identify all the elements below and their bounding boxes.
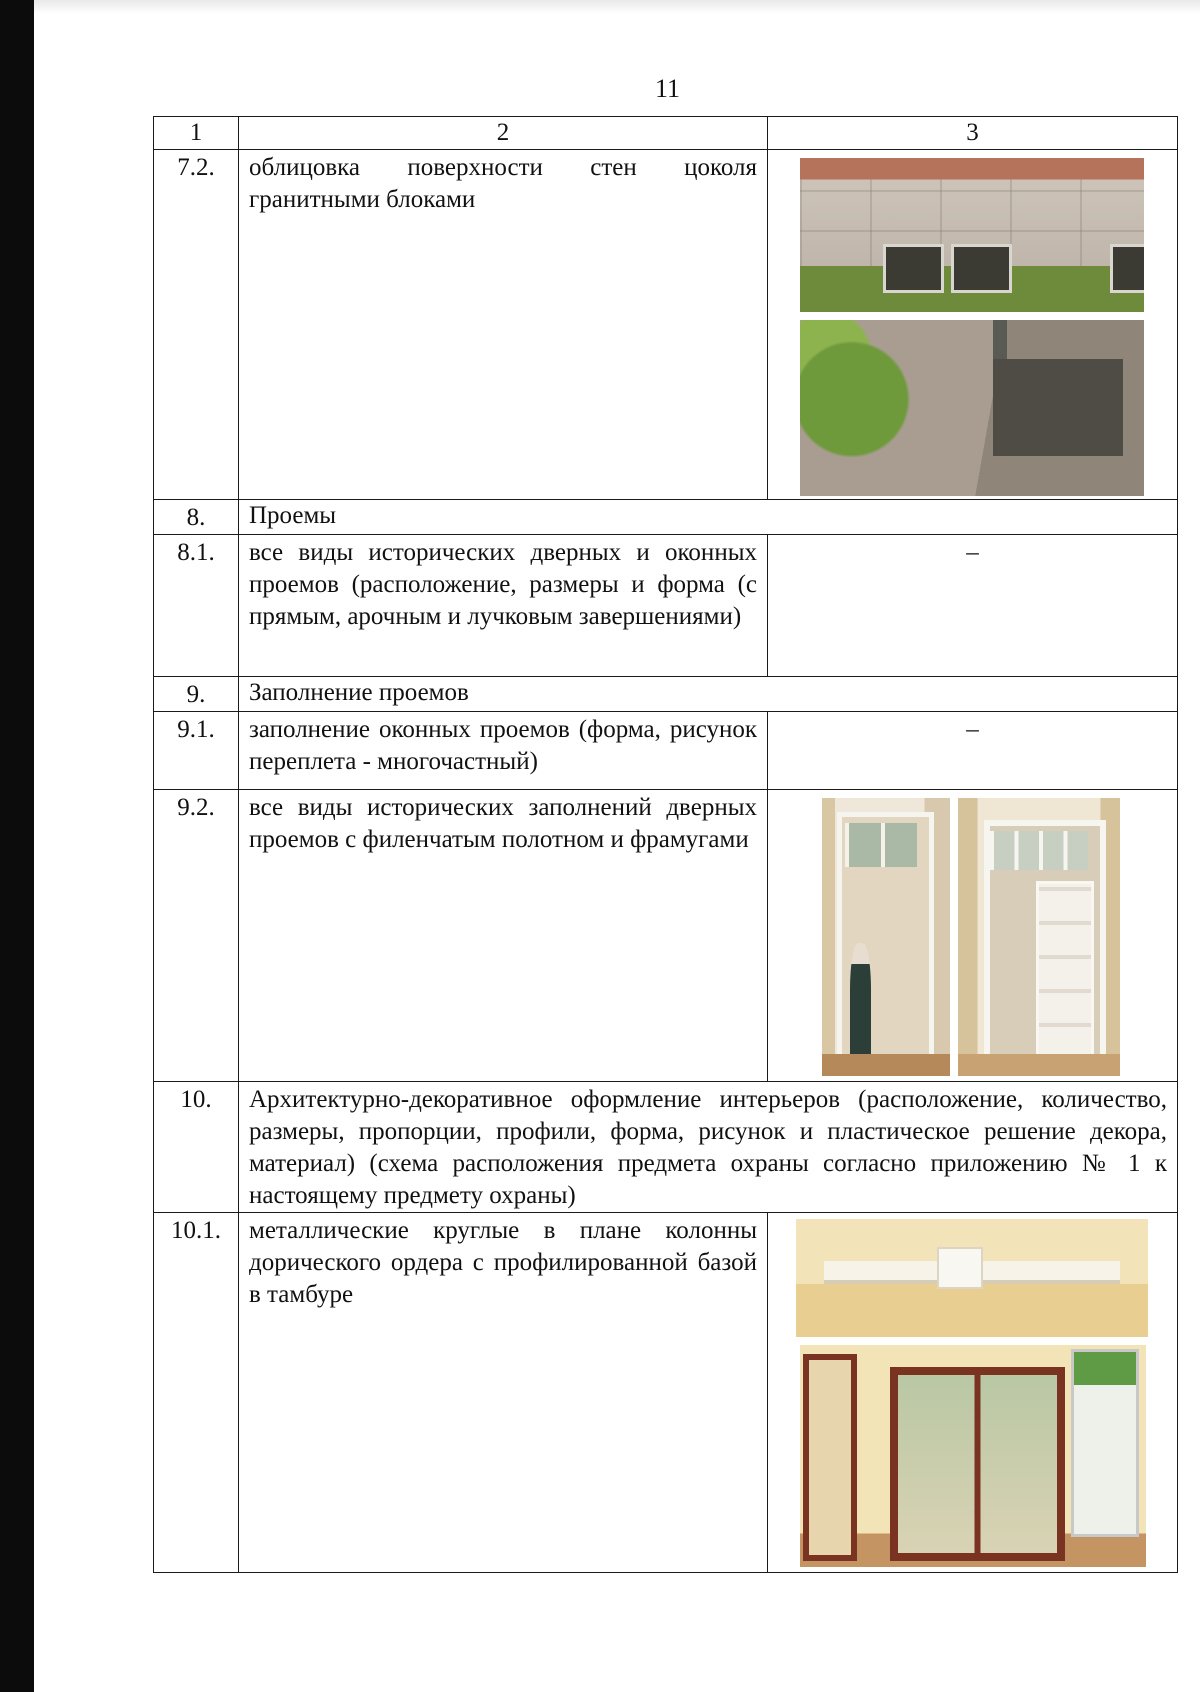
row-description: все виды исторических заполнений дверных проемов с филенчатым полотном и фрамугами <box>239 790 768 1082</box>
table-row <box>154 790 1178 1082</box>
granite-plinth-photo-2 <box>800 320 1144 496</box>
row-number: 9. <box>154 677 239 712</box>
table-row <box>154 1082 1178 1213</box>
row-number: 7.2. <box>154 150 239 500</box>
table-row <box>154 712 1178 790</box>
row-description: металлические круглые в плане колонны дорического ордера с профилированной базой в тамбуре <box>239 1213 768 1573</box>
table-row <box>154 677 1178 712</box>
row-description: все виды исторических дверных и оконных проемов (расположение, размеры и форма (с прямым, арочным и лучковым завершениями) <box>239 535 768 677</box>
row-number: 8. <box>154 500 239 535</box>
row-number: 10.1. <box>154 1213 239 1573</box>
page-number: 11 <box>654 74 681 103</box>
row-photos <box>768 1213 1178 1573</box>
table-row <box>154 1213 1178 1573</box>
row-number: 9.1. <box>154 712 239 790</box>
vestibule-doors-photo <box>800 1345 1146 1567</box>
row-number: 8.1. <box>154 535 239 677</box>
header-cell-1: 1 <box>154 117 239 150</box>
row-description: облицовка поверхности стен цоколя гранитными блоками <box>239 150 768 500</box>
ceiling-cornice-photo <box>796 1219 1148 1337</box>
table-row <box>154 500 1178 535</box>
row-number: 9.2. <box>154 790 239 1082</box>
header-cell-2: 2 <box>239 117 768 150</box>
row-dash: – <box>768 712 1178 790</box>
section-heading: Заполнение проемов <box>239 677 1178 712</box>
table-row <box>154 535 1178 677</box>
table-header-row <box>154 117 1178 150</box>
door-photo-2 <box>958 798 1120 1076</box>
table-row <box>154 150 1178 500</box>
section-heading: Проемы <box>239 500 1178 535</box>
row-dash: – <box>768 535 1178 677</box>
row-description: заполнение оконных проемов (форма, рисунок переплета - многочастный) <box>239 712 768 790</box>
row-photos <box>768 790 1178 1082</box>
door-photo-1 <box>822 798 950 1076</box>
scan-top-edge <box>34 0 1200 14</box>
row-photos <box>768 150 1178 500</box>
row-number: 10. <box>154 1082 239 1213</box>
heritage-table <box>153 116 1178 1573</box>
scan-edge <box>0 0 34 1692</box>
section-description: Архитектурно-декоративное оформление интерьеров (расположение, количество, размеры, пропорции, профили, форма, рисунок и пластическое решение декора, материал) (схема расположения предмета охраны согласно приложению № 1 к настоящему предмету охраны) <box>239 1082 1178 1213</box>
granite-plinth-photo-1 <box>800 158 1144 312</box>
header-cell-3: 3 <box>768 117 1178 150</box>
